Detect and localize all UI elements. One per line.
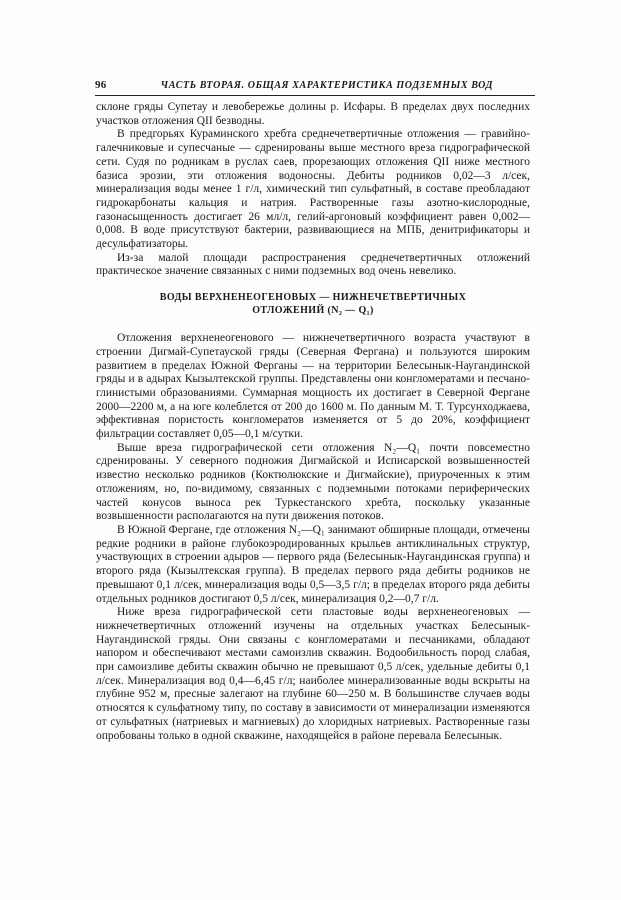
paragraph: склоне гряды Супетау и левобережье долины р. Исфары. В пределах двух последних участков отложения QII безводны. — [96, 101, 530, 127]
paragraph: Выше вреза гидрографической сети отложения N₂—Q₁ почти повсеместно сдренированы. У северного подножия Дигмайской и Исписарской возвышенностей известно несколько родников (Коктюлюкские и Дигмайские), приуроченных к этим отложениям, но, по-видимому, связанных с подземными потоками периферических частей конусов выноса рек Туркестанского хребта, поскольку указанные возвышенности располагаются на пути движения потоков. — [96, 441, 530, 523]
header-rule — [95, 95, 535, 96]
running-title: ЧАСТЬ ВТОРАЯ. ОБЩАЯ ХАРАКТЕРИСТИКА ПОДЗЕМНЫХ ВОД — [160, 80, 494, 91]
page-number: 96 — [95, 79, 107, 91]
section-heading — [96, 291, 530, 317]
paragraph: Отложения верхненеогенового — нижнечетвертичного возраста участвуют в строении Дигмай-Супетауской гряды (Северная Фергана) и пользуются широким развитием в пределах Южной Ферганы — на территории Белесынык-Наугандинской гряды и в адырах Кызылтекской группы. Представлены они конгломератами и песчано-глинистыми образованиями. Суммарная мощность их достигает в Северной Фергане 2000—2200 м, а на юге колеблется от 200 до 1600 м. По данным М. Т. Турсунходжаева, эффективная пористость конгломератов изменяется от 5 до 20%, коэффициент фильтрации составляет 0,05—0,1 м/сутки. — [96, 332, 530, 441]
paragraph: Из-за малой площади распространения среднечетвертичных отложений практическое значение связанных с ними подземных вод очень невелико. — [96, 251, 530, 278]
paragraph: В предгорьях Кураминского хребта среднечетвертичные отложения — гравийно-галечниковые и супесчаные — сдренированы выше местного вреза гидрографической сети. Судя по родникам в руслах саев, прорезающих отложения QII ниже местного базиса эрозии, эти отложения водоносны. Дебиты родников 0,02—3 л/сек, минерализация воды менее 1 г/л, химический тип сульфатный, в составе преобладают гидрокарбонаты кальция и натрия. Растворенные газы азотно-кислородные, газонасыщенность достигает 26 мл/л, гелий-аргоновый коэффициент равен 0,002—0,008. В воде присутствуют бактерии, развивающиеся на МПБ, денитрификаторы и десульфатизаторы. — [96, 128, 530, 251]
page-header — [95, 79, 535, 91]
section-heading-line: ОТЛОЖЕНИЙ (N₂ — Q₁) — [252, 305, 374, 317]
paragraph: В Южной Фергане, где отложения N₂—Q₁ занимают обширные площади, отмечены редкие родники в районе глубокоэродированных крыльев антиклинальных структур, участвующих в строении адыров — первого ряда (Белесынык-Наугандинская группа) и второго ряда (Кызылтекская группа). В пределах первого ряда дебиты родников не превышают 0,1 л/сек, минерализация воды 0,5—3,5 г/л; в пределах второго ряда дебиты отдельных родников достигают 0,5 л/сек, минерализация 0,2—0,7 г/л. — [96, 523, 530, 605]
section-heading-line: ВОДЫ ВЕРХНЕНЕОГЕНОВЫХ — НИЖНЕЧЕТВЕРТИЧНЫХ — [159, 292, 467, 304]
paragraph: Ниже вреза гидрографической сети пластовые воды верхненеогеновых — нижнечетвертичных отложений изучены на отдельных участках Белесынык-Наугандинской гряды. Они связаны с конгломератами и песчаниками, обладают напором и обеспечивают местами самоизлив скважин. Водообильность пород слабая, при самоизливе дебиты скважин обычно не превышают 0,5 л/сек, удельные дебиты 0,1 л/сек. Минерализация вод 0,4—6,45 г/л; наиболее минерализованные воды вскрыты на глубине 952 м, пресные залегают на глубине 60—250 м. В большинстве случаев воды относятся к сульфатному типу, по составу в зависимости от минерализации изменяются от сульфатных (натриевых и магниевых) до хлоридных натриевых. Растворенные газы опробованы только в одной скважине, находящейся в районе перевала Белесынык. — [96, 606, 530, 742]
body-text — [96, 101, 530, 743]
